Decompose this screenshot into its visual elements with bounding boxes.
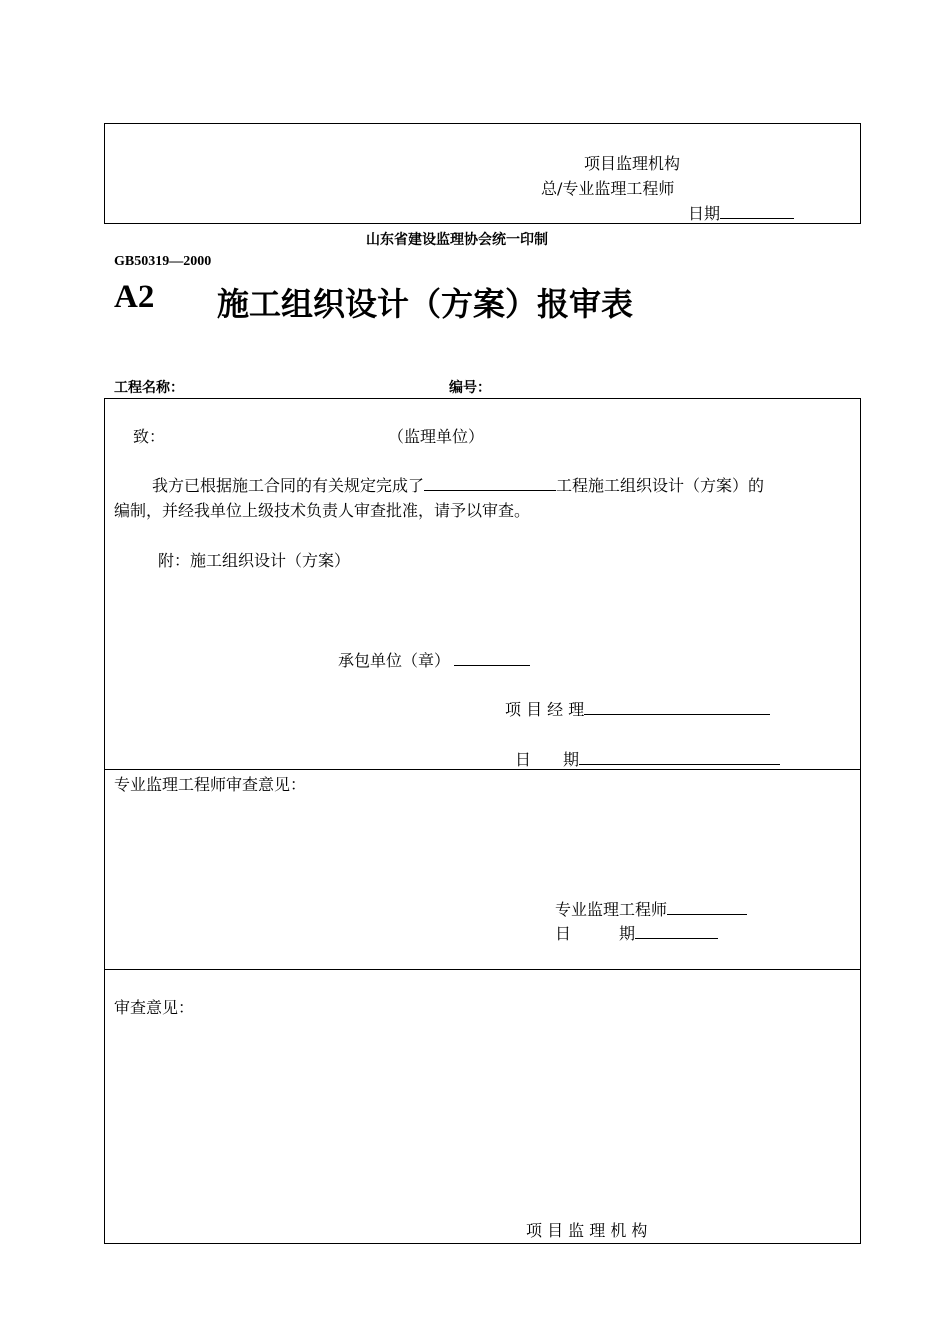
top-date-line[interactable] — [720, 202, 794, 219]
body-line-1 — [152, 473, 764, 496]
row-divider-2 — [104, 969, 861, 970]
engineer-sign-line[interactable] — [667, 898, 747, 915]
section1-date-line[interactable] — [579, 748, 780, 765]
number-label: 编号： — [449, 380, 491, 396]
attachment-text: 附：施工组织设计（方案） — [158, 551, 351, 570]
form-code: A2 — [114, 279, 155, 315]
top-date-row — [688, 201, 794, 224]
section1-date-row — [515, 747, 780, 770]
project-name-label: 工程名称： — [114, 380, 184, 396]
engineer-opinion-heading: 专业监理工程师审查意见： — [114, 775, 307, 794]
engineer-sign-row — [555, 897, 747, 920]
review-opinion-heading: 审查意见： — [114, 998, 195, 1017]
top-engineer-label: 总/专业监理工程师 — [541, 179, 675, 198]
to-label: 致： — [133, 427, 166, 446]
project-blank-line[interactable] — [424, 474, 556, 491]
manager-row — [505, 697, 770, 720]
top-date-label: 日期 — [688, 204, 721, 223]
manager-blank-line[interactable] — [584, 698, 770, 715]
section1-date-label: 日 期 — [515, 750, 580, 769]
form-title: 施工组织设计（方案）报审表 — [217, 285, 634, 323]
to-unit-hint: （监理单位） — [388, 427, 485, 446]
main-form-table — [104, 398, 861, 1244]
print-note: 山东省建设监理协会统一印制 — [366, 232, 548, 248]
body-text-part1: 我方已根据施工合同的有关规定完成了 — [152, 476, 425, 495]
body-text-part2: 工程施工组织设计（方案）的 — [556, 476, 765, 495]
standard-code: GB50319—2000 — [114, 254, 212, 269]
manager-label: 项 目 经 理 — [505, 700, 585, 719]
body-line-2: 编制，并经我单位上级技术负责人审查批准，请予以审查。 — [114, 501, 531, 520]
contractor-blank-line[interactable] — [454, 649, 530, 666]
section2-date-line[interactable] — [635, 922, 718, 939]
contractor-label: 承包单位（章） — [338, 651, 451, 670]
section2-date-row — [555, 921, 718, 944]
top-org-label: 项目监理机构 — [584, 154, 681, 173]
engineer-sign-label: 专业监理工程师 — [555, 900, 668, 919]
section2-date-label: 日 期 — [555, 924, 636, 943]
contractor-row — [338, 648, 530, 671]
supervision-org-label: 项 目 监 理 机 构 — [526, 1221, 648, 1240]
